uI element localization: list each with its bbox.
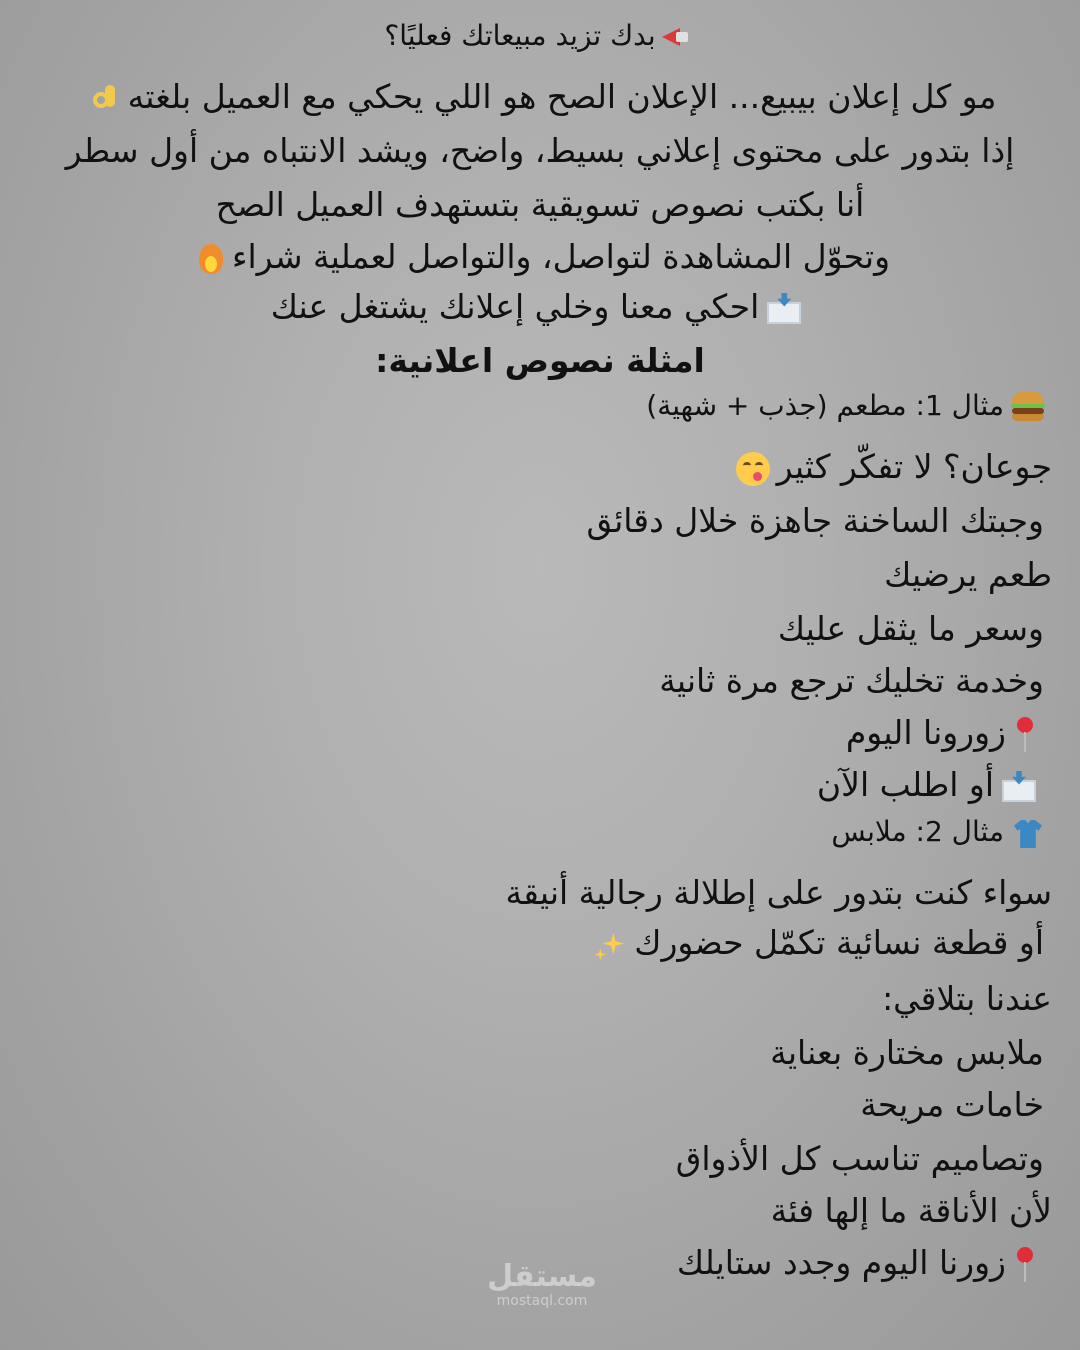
- ok-hand-icon: [90, 83, 122, 115]
- intro-line-2-text: إذا بتدور على محتوى إعلاني بسيط، واضح، ويشد الانتباه من أول سطر: [65, 131, 1015, 170]
- round-pushpin-icon: [1012, 717, 1038, 753]
- round-pushpin-icon: [1012, 1247, 1038, 1283]
- example2-line-8-text: زورنا اليوم وجدد ستايلك: [676, 1243, 1006, 1282]
- example2-line-5: [860, 1085, 1044, 1124]
- mostaql-watermark: [472, 1259, 612, 1309]
- intro-line-5: [0, 287, 1080, 326]
- example1-line-5: [659, 661, 1044, 700]
- example1-line-6-text: زورونا اليوم: [845, 713, 1006, 752]
- headline-text: بدك تزيد مبيعاتك فعليًا؟: [384, 19, 656, 52]
- examples-heading: [0, 341, 1080, 380]
- t-shirt-icon: [1010, 818, 1046, 848]
- example1-line-1-text: جوعان؟ لا تفكّر كثير: [776, 447, 1052, 486]
- fire-icon: [196, 242, 226, 276]
- watermark-latin: mostaql.com: [496, 1293, 588, 1309]
- example2-line-2-text: أو قطعة نسائية تكمّل حضورك: [634, 923, 1044, 962]
- intro-line-1: [0, 77, 1080, 116]
- example1-line-4-text: وسعر ما يثقل عليك: [777, 609, 1044, 648]
- watermark-arabic: مستقل: [487, 1259, 597, 1294]
- example1-line-2-text: وجبتك الساخنة جاهزة خلال دقائق: [586, 501, 1044, 540]
- incoming-envelope-icon: [765, 293, 803, 325]
- examples-heading-text: امثلة نصوص اعلانية:: [375, 341, 705, 380]
- example1-line-6: [845, 713, 1044, 753]
- hamburger-icon: [1010, 392, 1046, 422]
- headline: [0, 19, 1080, 52]
- example2-line-6: [675, 1139, 1044, 1178]
- example2-line-3-text: عندنا بتلاقي:: [882, 979, 1052, 1018]
- yum-face-icon: [735, 451, 771, 487]
- megaphone-icon: [662, 26, 690, 48]
- incoming-envelope-icon: [1000, 771, 1038, 803]
- example2-title-text: مثال 2: ملابس: [831, 815, 1004, 848]
- example2-line-6-text: وتصاميم تناسب كل الأذواق: [675, 1139, 1044, 1178]
- example1-line-1: [729, 447, 1052, 487]
- example1-line-3-text: طعم يرضيك: [884, 555, 1052, 594]
- example2-line-3: [882, 979, 1052, 1018]
- example2-line-4: [770, 1033, 1044, 1072]
- example2-line-5-text: خامات مريحة: [860, 1085, 1044, 1124]
- example1-line-2: [586, 501, 1044, 540]
- example1-line-7-text: أو اطلب الآن: [816, 765, 994, 804]
- intro-line-2: [0, 131, 1080, 170]
- example2-line-7: [770, 1191, 1052, 1230]
- example2-title: [831, 815, 1052, 848]
- example1-line-5-text: وخدمة تخليك ترجع مرة ثانية: [659, 661, 1044, 700]
- intro-line-4-text: وتحوّل المشاهدة لتواصل، والتواصل لعملية شراء: [231, 237, 891, 276]
- example2-line-4-text: ملابس مختارة بعناية: [770, 1033, 1044, 1072]
- sparkles-icon: [594, 927, 628, 963]
- example2-line-1: [505, 873, 1052, 912]
- example2-line-8: [676, 1243, 1044, 1283]
- example2-line-1-text: سواء كنت بتدور على إطلالة رجالية أنيقة: [505, 873, 1052, 912]
- example1-line-7: [816, 765, 1044, 804]
- example1-title-text: مثال 1: مطعم (جذب + شهية): [646, 389, 1004, 422]
- example1-line-4: [777, 609, 1044, 648]
- intro-line-4: [0, 237, 1080, 276]
- intro-line-3: [0, 185, 1080, 224]
- intro-line-3-text: أنا بكتب نصوص تسويقية بتستهدف العميل الصح: [215, 185, 865, 224]
- example2-line-2: [588, 923, 1044, 963]
- intro-line-1-text: مو كل إعلان بيبيع... الإعلان الصح هو اللي يحكي مع العميل بلغته: [127, 77, 997, 116]
- example1-line-3: [884, 555, 1052, 594]
- example2-line-7-text: لأن الأناقة ما إلها فئة: [770, 1191, 1052, 1230]
- example1-title: [646, 389, 1052, 422]
- intro-line-5-text: احكي معنا وخلي إعلانك يشتغل عنك: [270, 287, 760, 326]
